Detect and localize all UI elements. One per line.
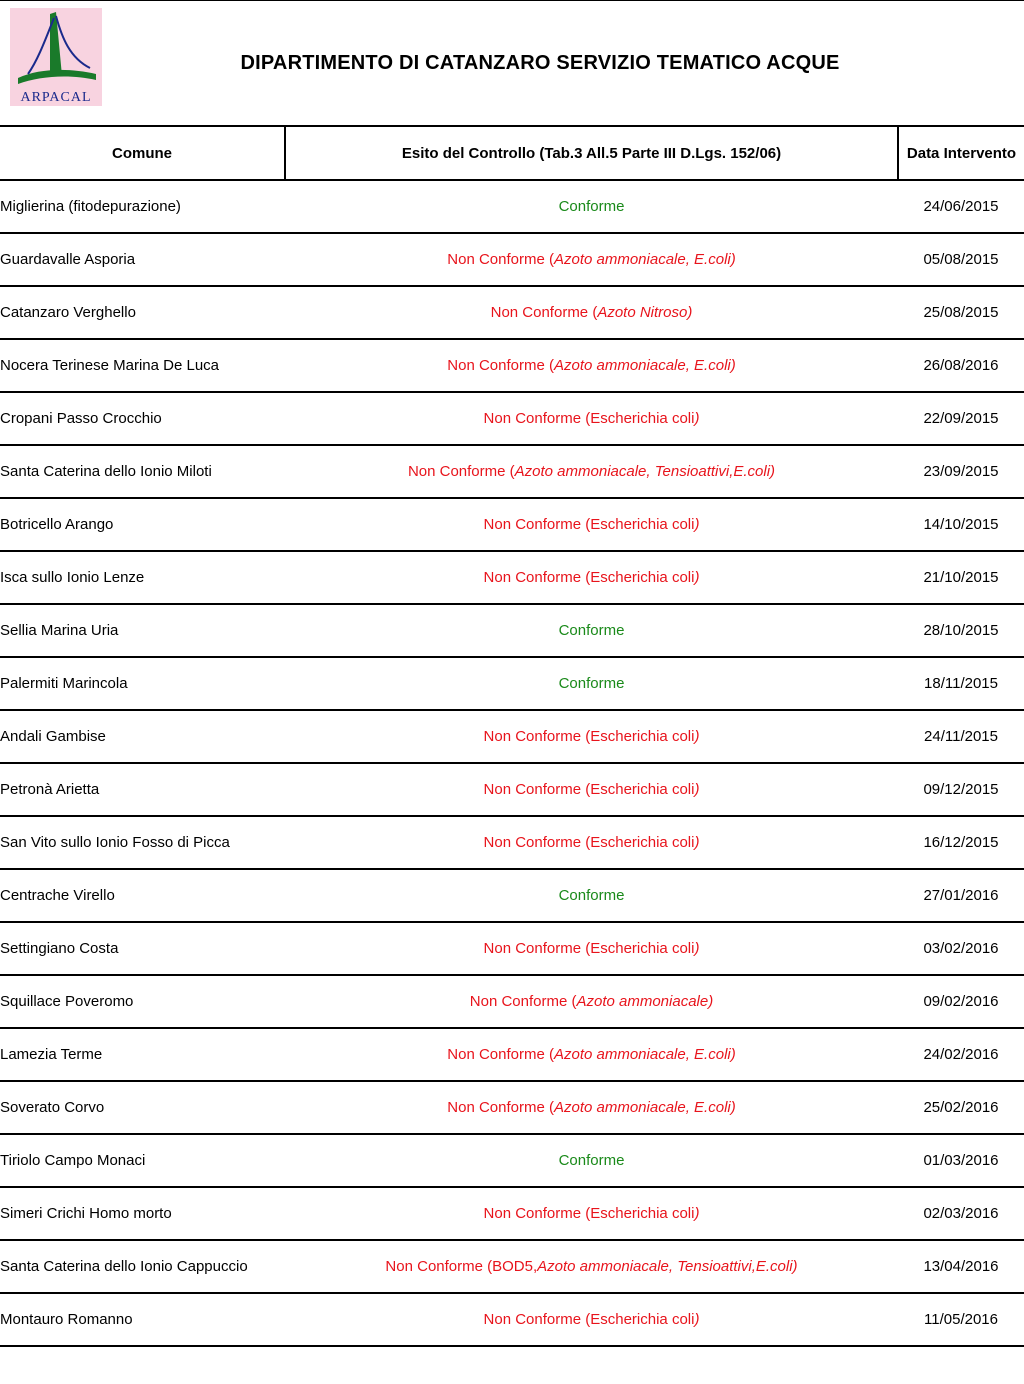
cell-data: 23/09/2015: [898, 445, 1024, 498]
esito-detail: ): [694, 516, 700, 533]
esito-detail: ): [694, 1205, 700, 1222]
esito-detail-prefix: (: [544, 1046, 554, 1063]
cell-esito: [285, 392, 898, 445]
esito-status: Non Conforme: [469, 993, 568, 1010]
esito-status: Non Conforme: [447, 1099, 545, 1116]
table-row: [0, 922, 1024, 975]
cell-data: 09/12/2015: [898, 763, 1024, 816]
table-row: [0, 498, 1024, 551]
esito-detail-prefix: (: [505, 463, 515, 480]
cell-comune: Squillace Poveromo: [0, 975, 285, 1028]
esito-detail-prefix: (: [544, 1099, 554, 1116]
esito-status: Conforme: [558, 675, 625, 692]
esito-detail-prefix: (Escherichia coli: [581, 516, 695, 533]
cell-comune: Simeri Crichi Homo morto: [0, 1187, 285, 1240]
column-header-esito: Esito del Controllo (Tab.3 All.5 Parte III D.Lgs. 152/06): [285, 126, 898, 180]
esito-detail: ): [694, 569, 700, 586]
esito-detail: ): [694, 1311, 700, 1328]
cell-esito: [285, 869, 898, 922]
table-row: [0, 604, 1024, 657]
cell-data: 22/09/2015: [898, 392, 1024, 445]
table-row: [0, 180, 1024, 233]
cell-data: 02/03/2016: [898, 1187, 1024, 1240]
cell-data: 03/02/2016: [898, 922, 1024, 975]
esito-status: Conforme: [558, 887, 625, 904]
cell-comune: Montauro Romanno: [0, 1293, 285, 1346]
table-row: [0, 233, 1024, 286]
cell-comune: Miglierina (fitodepurazione): [0, 180, 285, 233]
cell-data: 18/11/2015: [898, 657, 1024, 710]
cell-comune: Santa Caterina dello Ionio Cappuccio: [0, 1240, 285, 1293]
esito-status: Conforme: [558, 198, 625, 215]
esito-status: Non Conforme: [447, 251, 545, 268]
table-row: [0, 1187, 1024, 1240]
esito-detail: Azoto Nitroso): [597, 304, 693, 321]
cell-comune: Centrache Virello: [0, 869, 285, 922]
esito-detail: Azoto ammoniacale, Tensioattivi,E.coli): [537, 1258, 798, 1275]
cell-comune: Nocera Terinese Marina De Luca: [0, 339, 285, 392]
esito-detail-prefix: (: [544, 251, 554, 268]
cell-esito: [285, 604, 898, 657]
esito-status: Non Conforme: [483, 569, 582, 586]
cell-comune: Tiriolo Campo Monaci: [0, 1134, 285, 1187]
cell-esito: [285, 1134, 898, 1187]
page-title: DIPARTIMENTO DI CATANZARO SERVIZIO TEMATICO ACQUE: [240, 52, 840, 74]
cell-data: 21/10/2015: [898, 551, 1024, 604]
table-row: [0, 1240, 1024, 1293]
cell-comune: Soverato Corvo: [0, 1081, 285, 1134]
table-row: [0, 1081, 1024, 1134]
cell-esito: [285, 286, 898, 339]
cell-comune: Sellia Marina Uria: [0, 604, 285, 657]
cell-esito: [285, 710, 898, 763]
esito-detail-prefix: (Escherichia coli: [581, 781, 695, 798]
cell-esito: [285, 1028, 898, 1081]
esito-detail-prefix: (Escherichia coli: [581, 569, 695, 586]
cell-esito: [285, 922, 898, 975]
esito-status: Conforme: [558, 1152, 625, 1169]
cell-data: 24/11/2015: [898, 710, 1024, 763]
cell-esito: [285, 657, 898, 710]
cell-data: 09/02/2016: [898, 975, 1024, 1028]
esito-detail-prefix: (: [544, 357, 554, 374]
table-row: [0, 975, 1024, 1028]
esito-detail: ): [694, 728, 700, 745]
esito-detail-prefix: (Escherichia coli: [581, 1311, 695, 1328]
table-row: [0, 869, 1024, 922]
esito-status: Non Conforme: [490, 304, 589, 321]
esito-detail: ): [694, 940, 700, 957]
esito-detail: ): [694, 834, 700, 851]
table-row: [0, 763, 1024, 816]
cell-data: 25/02/2016: [898, 1081, 1024, 1134]
cell-comune: Botricello Arango: [0, 498, 285, 551]
cell-data: 16/12/2015: [898, 816, 1024, 869]
logo-text: ARPACAL: [20, 90, 92, 105]
table-row: [0, 710, 1024, 763]
cell-esito: [285, 1081, 898, 1134]
table-body: [0, 180, 1024, 1346]
esito-status: Non Conforme: [483, 940, 582, 957]
table-row: [0, 551, 1024, 604]
cell-esito: [285, 180, 898, 233]
cell-data: 26/08/2016: [898, 339, 1024, 392]
esito-status: Non Conforme: [483, 781, 582, 798]
cell-data: 24/02/2016: [898, 1028, 1024, 1081]
esito-status: Non Conforme: [483, 834, 582, 851]
esito-status: Non Conforme: [447, 357, 545, 374]
cell-comune: Petronà Arietta: [0, 763, 285, 816]
cell-comune: Isca sullo Ionio Lenze: [0, 551, 285, 604]
esito-detail: Azoto ammoniacale, E.coli): [553, 357, 736, 374]
table-row: [0, 286, 1024, 339]
cell-comune: Cropani Passo Crocchio: [0, 392, 285, 445]
esito-status: Non Conforme: [483, 728, 582, 745]
table-row: [0, 1028, 1024, 1081]
esito-detail-prefix: (: [588, 304, 598, 321]
cell-data: 28/10/2015: [898, 604, 1024, 657]
cell-esito: [285, 339, 898, 392]
cell-data: 11/05/2016: [898, 1293, 1024, 1346]
table-row: [0, 339, 1024, 392]
cell-data: 01/03/2016: [898, 1134, 1024, 1187]
cell-comune: Catanzaro Verghello: [0, 286, 285, 339]
table-row: [0, 1134, 1024, 1187]
cell-esito: [285, 763, 898, 816]
column-header-comune: Comune: [0, 126, 285, 180]
esito-detail: Azoto ammoniacale, Tensioattivi,E.coli): [514, 463, 776, 480]
esito-status: Non Conforme: [483, 410, 582, 427]
esito-detail: ): [694, 410, 700, 427]
cell-data: 13/04/2016: [898, 1240, 1024, 1293]
cell-comune: Settingiano Costa: [0, 922, 285, 975]
esito-status: Non Conforme: [447, 1046, 545, 1063]
cell-comune: Guardavalle Asporia: [0, 233, 285, 286]
esito-detail-prefix: (Escherichia coli: [581, 940, 695, 957]
esito-detail-prefix: (Escherichia coli: [581, 410, 695, 427]
esito-detail-prefix: (Escherichia coli: [581, 1205, 695, 1222]
esito-status: Non Conforme: [483, 1311, 582, 1328]
cell-esito: [285, 551, 898, 604]
table-row: [0, 657, 1024, 710]
top-rule: [0, 0, 1024, 1]
cell-esito: [285, 498, 898, 551]
cell-comune: Lamezia Terme: [0, 1028, 285, 1081]
esito-status: Non Conforme: [483, 1205, 582, 1222]
esito-detail: Azoto ammoniacale, E.coli): [553, 1046, 736, 1063]
cell-comune: Palermiti Marincola: [0, 657, 285, 710]
table-row: [0, 445, 1024, 498]
cell-esito: [285, 1293, 898, 1346]
cell-comune: Santa Caterina dello Ionio Miloti: [0, 445, 285, 498]
results-table: [0, 125, 1024, 1347]
esito-detail: Azoto ammoniacale, E.coli): [553, 1099, 736, 1116]
cell-esito: [285, 816, 898, 869]
esito-detail-prefix: (Escherichia coli: [581, 728, 695, 745]
cell-data: 24/06/2015: [898, 180, 1024, 233]
esito-detail: ): [694, 781, 700, 798]
esito-status: Non Conforme: [483, 516, 582, 533]
table-row: [0, 1293, 1024, 1346]
table-row: [0, 392, 1024, 445]
esito-detail: Azoto ammoniacale): [576, 993, 714, 1010]
cell-esito: [285, 445, 898, 498]
cell-comune: Andali Gambise: [0, 710, 285, 763]
cell-data: 14/10/2015: [898, 498, 1024, 551]
cell-esito: [285, 975, 898, 1028]
cell-comune: San Vito sullo Ionio Fosso di Picca: [0, 816, 285, 869]
esito-detail-prefix: (Escherichia coli: [581, 834, 695, 851]
table-row: [0, 816, 1024, 869]
arpacal-logo: [10, 8, 102, 106]
cell-esito: [285, 1187, 898, 1240]
cell-data: 05/08/2015: [898, 233, 1024, 286]
table-header-row: [0, 126, 1024, 180]
esito-status: Non Conforme: [407, 463, 506, 480]
cell-data: 25/08/2015: [898, 286, 1024, 339]
esito-detail-prefix: (BOD5,: [482, 1258, 538, 1275]
cell-esito: [285, 1240, 898, 1293]
esito-detail: Azoto ammoniacale, E.coli): [553, 251, 736, 268]
esito-status: Conforme: [558, 622, 625, 639]
esito-detail-prefix: (: [567, 993, 577, 1010]
column-header-data: Data Intervento: [898, 126, 1024, 180]
esito-status: Non Conforme: [385, 1258, 483, 1275]
cell-esito: [285, 233, 898, 286]
cell-data: 27/01/2016: [898, 869, 1024, 922]
